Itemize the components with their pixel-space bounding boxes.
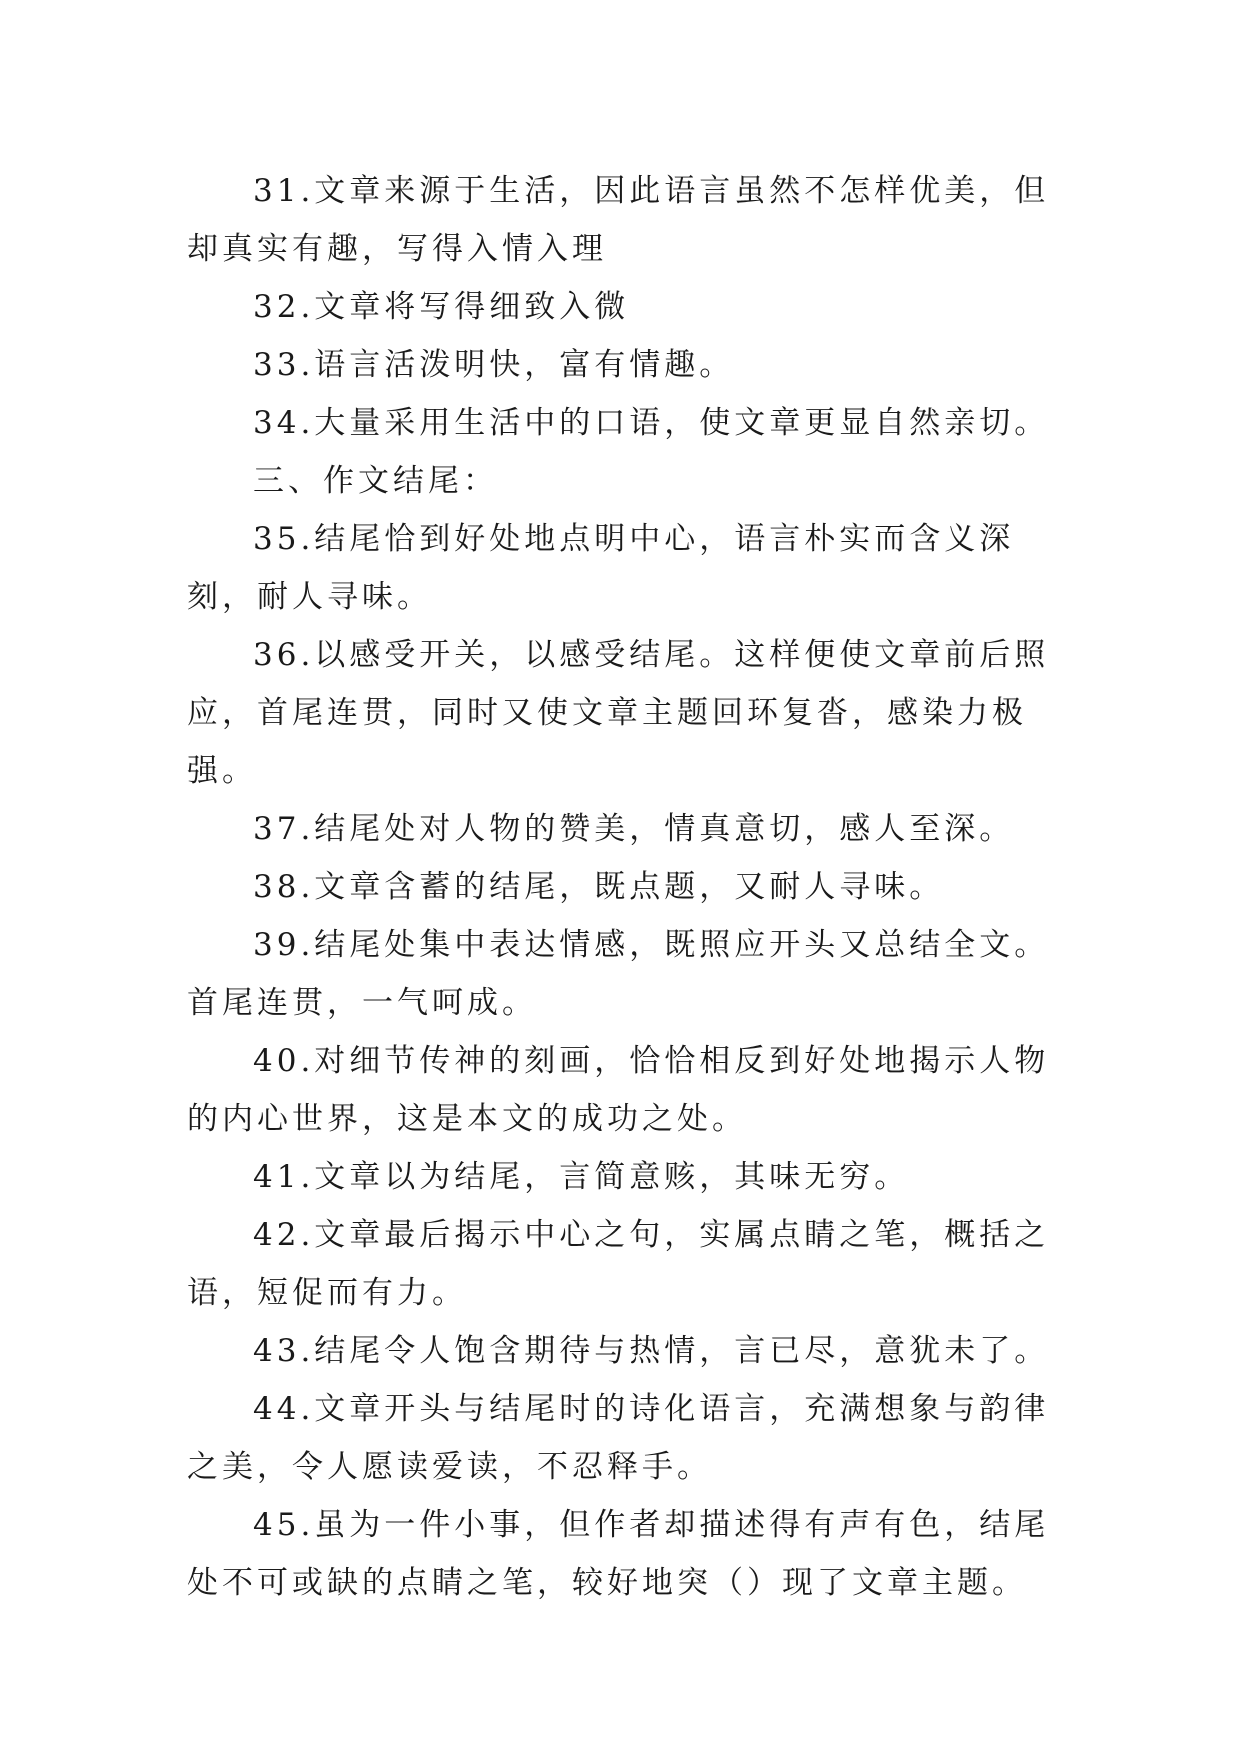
- paragraph-32: 32.文章将写得细致入微: [253, 289, 630, 325]
- paragraph-31: 31.文章来源于生活，因此语言虽然不怎样优美，但却真实有趣，写得入情入理: [187, 173, 1050, 267]
- paragraph-45: 45.虽为一件小事，但作者却描述得有声有色，结尾处不可或缺的点睛之笔，较好地突（）现了文章主题。: [187, 1507, 1050, 1601]
- paragraph-43: 43.结尾令人饱含期待与热情，言已尽，意犹未了。: [253, 1333, 1050, 1369]
- paragraph-37: 37.结尾处对人物的赞美，情真意切，感人至深。: [253, 811, 1015, 847]
- paragraph-33: 33.语言活泼明快，富有情趣。: [253, 347, 735, 383]
- document-body: [187, 162, 1072, 1612]
- paragraph-36: 36.以感受开关，以感受结尾。这样便使文章前后照应，首尾连贯，同时又使文章主题回环复沓，感染力极强。: [187, 637, 1050, 789]
- paragraph-41: 41.文章以为结尾，言简意赅，其味无穷。: [253, 1159, 910, 1195]
- paragraph-35: 35.结尾恰到好处地点明中心，语言朴实而含义深刻，耐人寻味。: [187, 521, 1015, 615]
- paragraph-38: 38.文章含蓄的结尾，既点题，又耐人寻味。: [253, 869, 945, 905]
- paragraph-40: 40.对细节传神的刻画，恰恰相反到好处地揭示人物的内心世界，这是本文的成功之处。: [187, 1043, 1050, 1137]
- paragraph-39: 39.结尾处集中表达情感，既照应开头又总结全文。首尾连贯，一气呵成。: [187, 927, 1050, 1021]
- paragraph-34: 34.大量采用生活中的口语，使文章更显自然亲切。: [253, 405, 1050, 441]
- section-heading-ending: 三、作文结尾：: [253, 463, 498, 499]
- paragraph-42: 42.文章最后揭示中心之句，实属点睛之笔，概括之语，短促而有力。: [187, 1217, 1050, 1311]
- paragraph-44: 44.文章开头与结尾时的诗化语言，充满想象与韵律之美，令人愿读爱读，不忍释手。: [187, 1391, 1050, 1485]
